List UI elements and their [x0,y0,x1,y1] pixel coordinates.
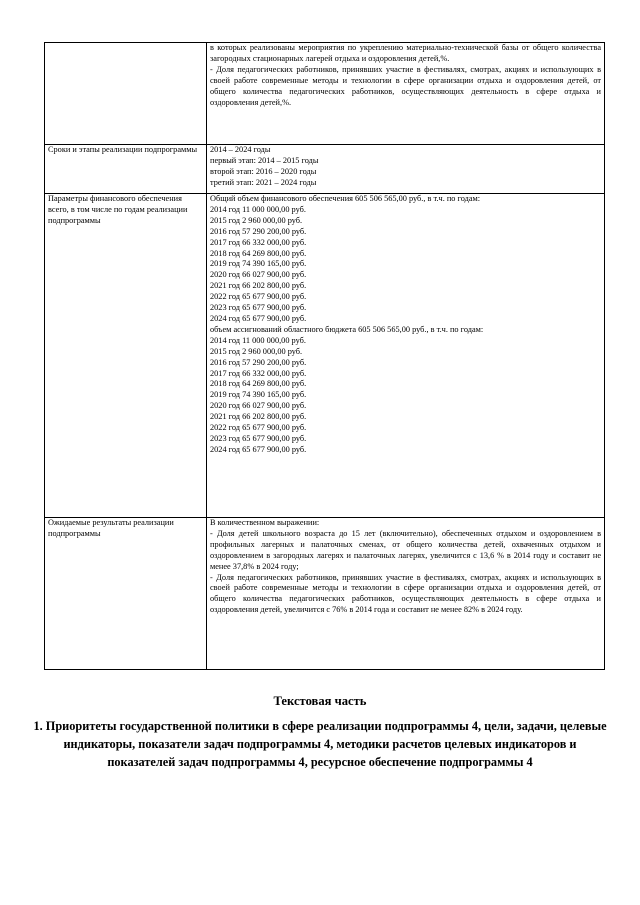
regional-year-line: 2019 год 74 390 165,00 руб. [210,390,307,400]
term-line: первый этап: 2014 – 2015 годы [210,155,319,165]
regional-year-line: 2020 год 66 027 900,00 руб. [210,401,307,411]
row-value [207,43,605,145]
section-heading: 1. Приоритеты государственной политики в сфере реализации подпрограммы 4, цели, задачи, целевые индикаторы, показатели задач подпрограммы 4, методики расчетов целевых индикаторов и показателей задач подпрограммы 4, ресурсное обеспечение подпрограммы 4 [33,719,607,769]
finance-year-line: 2018 год 64 269 800,00 руб. [210,248,307,258]
table-row-terms [45,145,605,194]
continuation-text: в которых реализованы мероприятия по укреплению материально-технической базы от общего количества загородных стационарных лагерей отдыха и оздоровления детей,%. [210,43,601,63]
finance-year-line: 2017 год 66 332 000,00 руб. [210,237,307,247]
row-label: Параметры финансового обеспечения всего, в том числе по годам реализации подпрограммы [45,194,207,518]
row-value [207,145,605,194]
regional-year-line: 2017 год 66 332 000,00 руб. [210,368,307,378]
regional-year-line: 2023 год 65 677 900,00 руб. [210,433,307,443]
finance-year-line: 2019 год 74 390 165,00 руб. [210,259,307,269]
term-line: второй этап: 2016 – 2020 годы [210,166,317,176]
finance-total-intro: Общий объем финансового обеспечения 605 506 565,00 руб., в т.ч. по годам: [210,194,481,203]
row-label: Ожидаемые результаты реализации подпрограммы [45,518,207,670]
finance-year-line: 2015 год 2 960 000,00 руб. [210,215,303,225]
finance-regional-intro: объем ассигнований областного бюджета 605 506 565,00 руб., в т.ч. по годам: [210,324,484,334]
result-item: - Доля педагогических работников, принявших участие в фестивалях, смотрах, акциях и использующих в своей работе современные методы и технологии в сфере организации отдыха и оздоровления детей, от общего количества педагогических работников, осуществляющих деятельность в сфере отдыха и оздоровления детей, увеличится с 76% в 2014 года и составит не менее 82% в 2024 году. [210,572,601,615]
row-value [207,518,605,670]
finance-year-line: 2014 год 11 000 000,00 руб. [210,204,306,214]
row-label [45,43,207,145]
text-section-headings [30,693,610,771]
finance-year-line: 2023 год 65 677 900,00 руб. [210,303,307,313]
finance-year-line: 2020 год 66 027 900,00 руб. [210,270,307,280]
regional-year-line: 2021 год 66 202 800,00 руб. [210,412,307,422]
subtitle: Текстовая часть [273,694,367,708]
results-intro: В количественном выражении: [210,518,320,527]
subprogram-passport-table [44,42,605,670]
row-value [207,194,605,518]
table-row-continuation [45,43,605,145]
term-line: 2014 – 2024 годы [210,145,271,154]
term-line: третий этап: 2021 – 2024 годы [210,177,317,187]
regional-year-line: 2014 год 11 000 000,00 руб. [210,335,306,345]
indicator-text: - Доля педагогических работников, принявших участие в фестивалях, смотрах, акциях и использующих в своей работе современные методы и технологии в сфере организации отдыха и оздоровления детей, от общего количества педагогических работников, осуществляющих деятельность в сфере отдыха и оздоровления детей,%. [210,64,601,107]
finance-year-line: 2024 год 65 677 900,00 руб. [210,313,307,323]
result-item: - Доля детей школьного возраста до 15 лет (включительно), обеспеченных отдыхом и оздоровлением в профильных лагерных и палаточных сменах, от общего количества детей, охваченных отдыхом и оздоровлением в загородных лагерях и палаточных лагерях, увеличится с 13,6 % в 2014 году и составит не менее 37,8% в 2024 году; [210,528,601,571]
finance-year-line: 2022 год 65 677 900,00 руб. [210,292,307,302]
regional-year-line: 2015 год 2 960 000,00 руб. [210,346,303,356]
regional-year-line: 2016 год 57 290 200,00 руб. [210,357,307,367]
table-row-finance [45,194,605,518]
regional-year-line: 2024 год 65 677 900,00 руб. [210,444,307,454]
table-row-results [45,518,605,670]
row-label: Сроки и этапы реализации подпрограммы [45,145,207,194]
regional-year-line: 2022 год 65 677 900,00 руб. [210,423,307,433]
regional-year-line: 2018 год 64 269 800,00 руб. [210,379,307,389]
finance-year-line: 2016 год 57 290 200,00 руб. [210,226,307,236]
finance-year-line: 2021 год 66 202 800,00 руб. [210,281,307,291]
